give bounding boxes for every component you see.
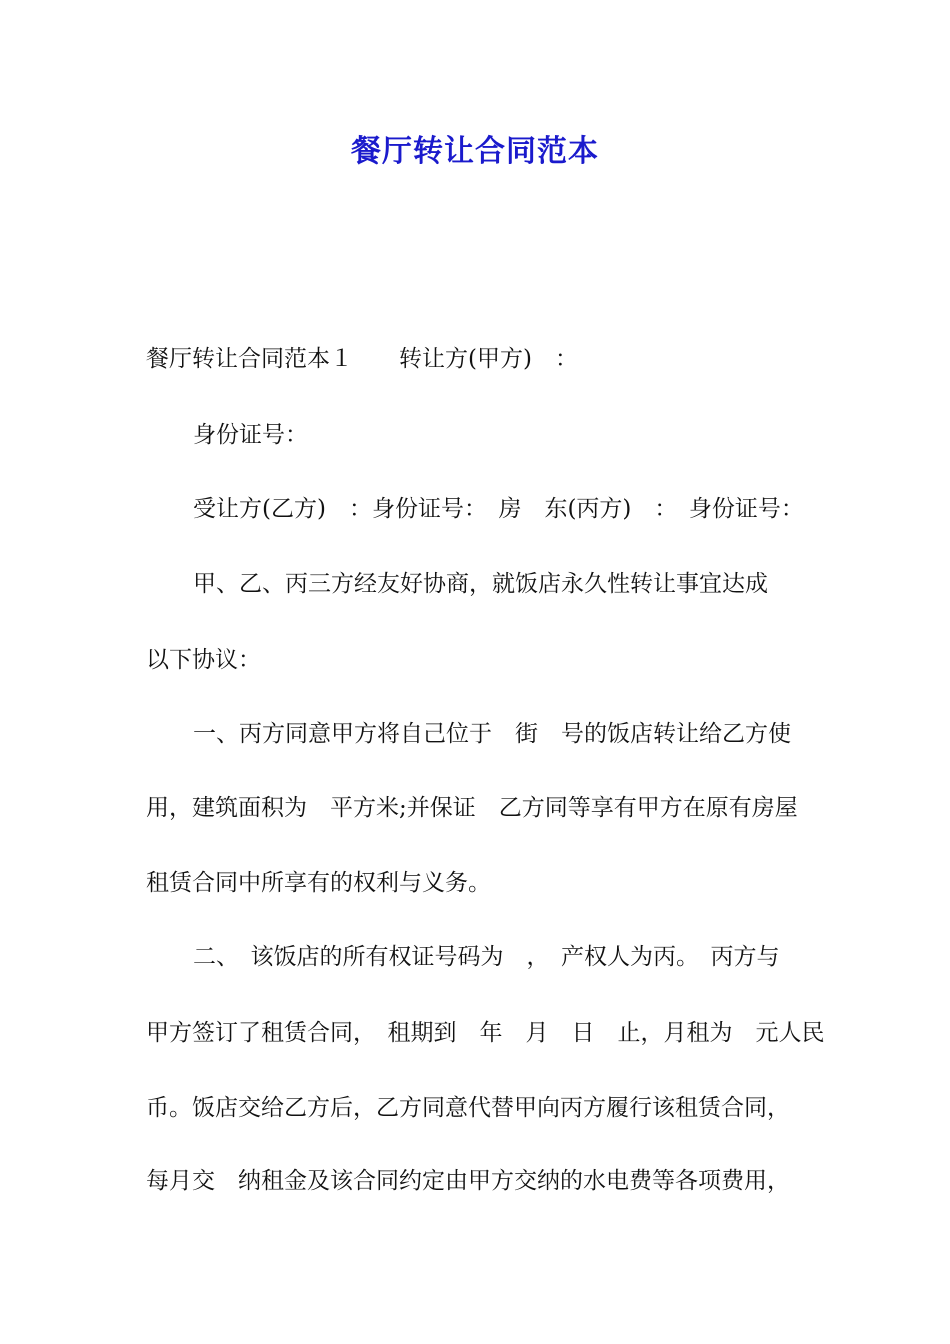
paragraph-line: 币。饭店交给乙方后，乙方同意代替甲向丙方履行该租赁合同，: [146, 1095, 790, 1121]
document-title: 餐厅转让合同范本: [351, 134, 599, 169]
paragraph-line: 身份证号：: [193, 422, 308, 448]
paragraph-line: 甲方签订了租赁合同， 租期到 年 月 日 止，月租为 元人民: [146, 1020, 825, 1046]
paragraph-line: 每月交 纳租金及该合同约定由甲方交纳的水电费等各项费用，: [146, 1168, 790, 1194]
paragraph-line: 餐厅转让合同范本１ 转让方(甲方) ：: [146, 346, 578, 372]
paragraph-line: 二、 该饭店的所有权证号码为 ， 产权人为丙。 丙方与: [193, 944, 780, 970]
paragraph-line: 甲、乙、丙三方经友好协商，就饭店永久性转让事宜达成: [193, 571, 768, 597]
paragraph-line: 租赁合同中所享有的权利与义务。: [146, 870, 491, 896]
paragraph-line: 受让方(乙方) ：身份证号： 房 东(丙方) ： 身份证号：: [193, 496, 804, 522]
paragraph-line: 用，建筑面积为 平方米;并保证 乙方同等享有甲方在原有房屋: [146, 795, 798, 821]
paragraph-line: 一、丙方同意甲方将自己位于 街 号的饭店转让给乙方使: [193, 721, 791, 747]
paragraph-line: 以下协议：: [146, 647, 261, 673]
